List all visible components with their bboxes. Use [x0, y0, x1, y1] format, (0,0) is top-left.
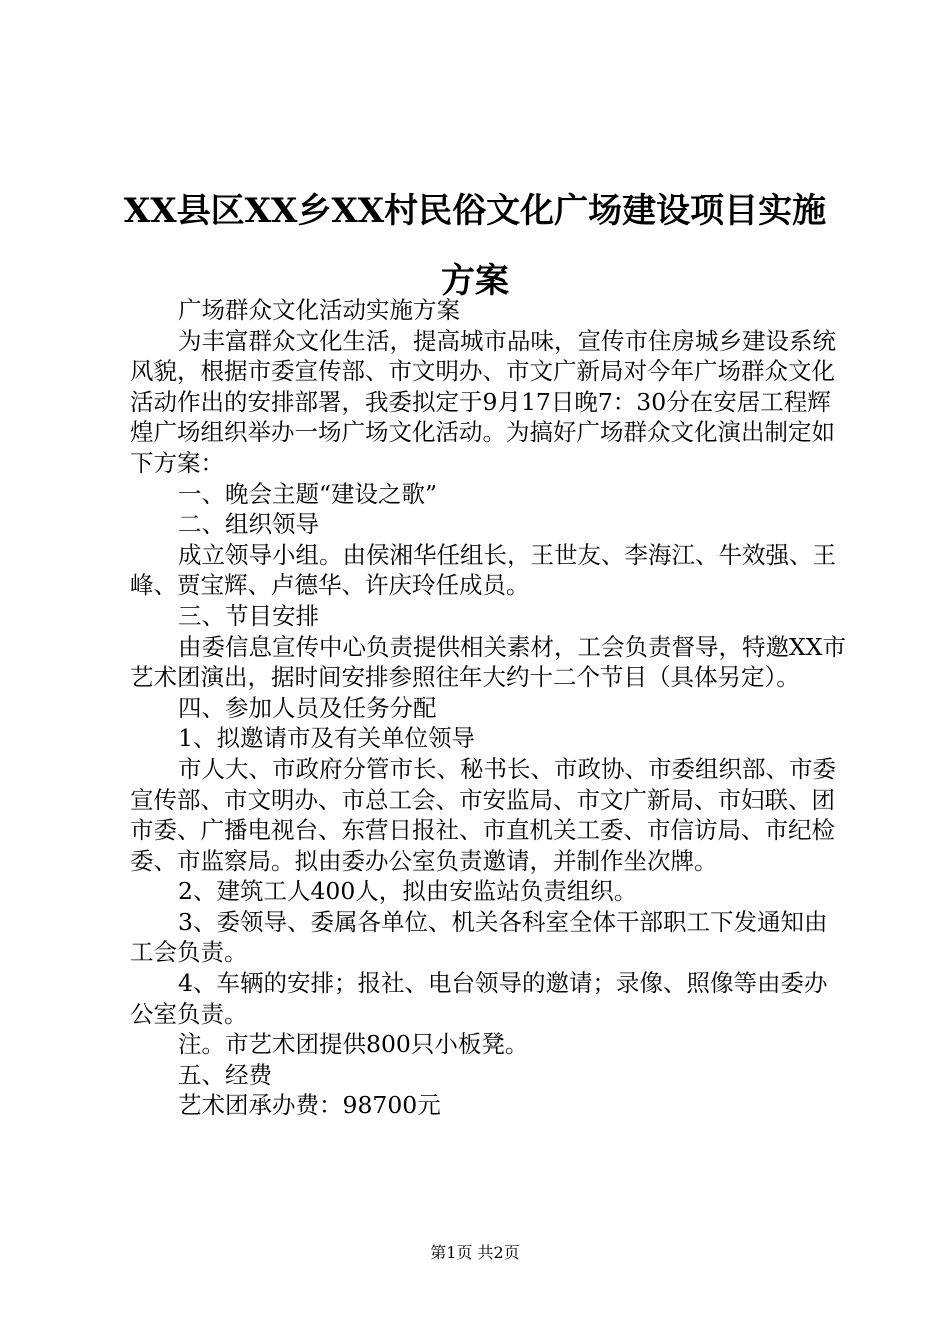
paragraph-intro: 为丰富群众文化生活，提高城市品味，宣传市住房城乡建设系统风貌，根据市委宣传部、市文明办、市文广新局对今年广场群众文化活动作出的安排部署，我委拟定于9月17日晚7：30分在安居工程辉煌广场组织举办一场广场文化活动。为搞好广场群众文化演出制定如下方案： — [130, 326, 836, 477]
list-item-vehicles: 4、车辆的安排；报社、电台领导的邀请；录像、照像等由委办公室负责。 — [130, 969, 828, 1028]
section-heading-theme: 一、晚会主题“建设之歌” — [178, 479, 438, 508]
list-item-workers: 2、建筑工人400人，拟由安监站负责组织。 — [178, 877, 638, 906]
section-heading-personnel: 四、参加人员及任务分配 — [178, 693, 437, 722]
paragraph-leadership: 成立领导小组。由侯湘华任组长，王世友、李海江、牛效强、王峰、贾宝辉、卢德华、许庆玲任成员。 — [130, 540, 836, 600]
section-heading-program: 三、节目安排 — [178, 601, 319, 630]
list-item-invite: 1、拟邀请市及有关单位领导 — [178, 724, 475, 753]
page-footer: 第1页 共2页 — [430, 1243, 520, 1262]
paragraph-invite-list: 市人大、市政府分管市长、秘书长、市政协、市委组织部、市委宣传部、市文明办、市总工会、市安监局、市文广新局、市妇联、团市委、广播电视台、东营日报社、市直机关工委、市信访局、市纪检委、市监察局。拟由委办公室负责邀请，并制作坐次牌。 — [130, 754, 836, 875]
paragraph-subtitle: 广场群众文化活动实施方案 — [178, 296, 460, 324]
paragraph-funding: 艺术团承办费：98700元 — [178, 1091, 441, 1120]
list-item-notice: 3、委领导、委属各单位、机关各科室全体干部职工下发通知由工会负责。 — [130, 907, 828, 967]
paragraph-program: 由委信息宣传中心负责提供相关素材，工会负责督导，特邀XX市艺术团演出，据时间安排参照往年大约十二个节目（具体另定）。 — [130, 632, 846, 692]
section-heading-funding: 五、经费 — [178, 1060, 272, 1089]
document-title: XX县区XX乡XX村民俗文化广场建设项目实施方案 — [123, 191, 827, 301]
paragraph-note: 注。市艺术团提供800只小板凳。 — [178, 1030, 529, 1059]
document-body — [130, 295, 850, 1121]
section-heading-leadership: 二、组织领导 — [178, 510, 319, 539]
